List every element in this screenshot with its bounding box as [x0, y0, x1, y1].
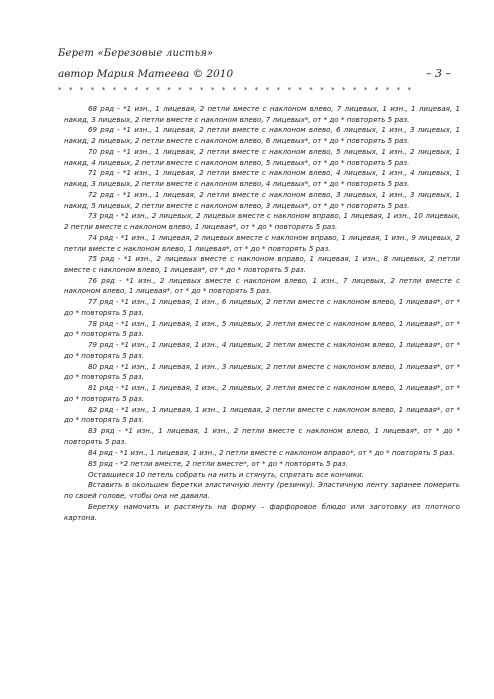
instruction-row: 84 ряд - *1 изн., 1 лицевая, 1 изн., 2 петли вместе с наклоном вправо*, от * до * повторять 5 раз. [88, 447, 455, 457]
instruction-row: 68 ряд - *1 изн., 1 лицевая, 2 петли вместе с наклоном влево, 7 лицевых, 1 изн., 1 лицевая, 1 накид, 3 лицевых, 2 петли вместе с наклоном влево, 7 лицевых*, от * до * повторять 5 раз. [64, 104, 460, 124]
instruction-note: Вставить в окольшек беретки эластичную ленту (резинку). Эластичную ленту заранее померить по своей голове, чтобы она не давила. [64, 480, 460, 501]
instruction-row: 80 ряд - *1 изн., 1 лицевая, 1 изн., 3 лицевых, 2 петли вместе с наклоном влево, 1 лицевая*, от * до * повторять 5 раз. [64, 361, 460, 382]
pattern-instructions [64, 104, 460, 523]
instruction-row: 81 ряд - *1 изн., 1 лицевая, 1 изн., 2 лицевых, 2 петли вместе с наклоном влево, 1 лицевая*, от * до * повторять 5 раз. [64, 383, 460, 403]
instruction-row: 69 ряд - *1 изн., 1 лицевая, 2 петли вместе с наклоном влево, 6 лицевых, 1 изн., 3 лицевых, 1 накид, 2 лицевых, 2 петли вместе с наклоном влево, 6 лицевых*, от * до * повторять 5 раз. [64, 125, 460, 146]
instruction-row: 74 ряд - *1 изн., 1 лицевая, 2 лицевых вместе с наклоном вправо, 1 лицевая, 1 изн., 9 лицевых, 2 петли вместе с наклоном влево, 1 лицевая*, от * до * повторять 5 раз. [64, 232, 460, 253]
instruction-row: 70 ряд - *1 изн., 1 лицевая, 2 петли вместе с наклоном влево, 5 лицевых, 1 изн., 2 лицевых, 1 накид, 4 лицевых, 2 петли вместе с наклоном влево, 5 лицевых*, от * до * повторять 5 раз. [64, 146, 460, 167]
instruction-note: Оставшиеся 10 петель собрать на нить и стянуть, спрятать все кончики. [88, 469, 364, 479]
instruction-row: 82 ряд - *1 изн., 1 лицевая, 1 изн., 1 лицевая, 2 петли вместе с наклоном влево, 1 лицевая*, от * до * повторять 5 раз. [64, 404, 460, 425]
instruction-row: 75 ряд - *1 изн., 2 лицевых вместе с наклоном вправо, 1 лицевая, 1 изн., 8 лицевых, 2 петли вместе с наклоном влево, 1 лицевая*, от * до * повторять 5 раз. [64, 254, 460, 274]
page-number: – 3 – [426, 67, 451, 80]
instruction-row: 83 ряд - *1 изн., 1 лицевая, 1 изн., 2 петли вместе с наклоном влево, 1 лицевая*, от * до * повторять 5 раз. [64, 426, 460, 446]
star-divider: * * * * * * * * * * * * * * * * * * * * * * * * * * * * * * * * * [58, 86, 414, 94]
document-title: Берет «Березовые листья» [58, 48, 214, 59]
instruction-row: 72 ряд - *1 изн., 1 лицевая, 2 петли вместе с наклоном влево, 3 лицевых, 1 изн., 3 лицевых, 1 накид, 5 лицевых, 2 петли вместе с наклоном влево, 3 лицевых*, от * до * повторять 5 раз. [64, 189, 460, 210]
instruction-row: 77 ряд - *1 изн., 1 лицевая, 1 изн., 6 лицевых, 2 петли вместе с наклоном влево, 1 лицевая*, от * до * повторять 5 раз. [64, 297, 460, 317]
instruction-note: Беретку намочить и растянуть на форму – фарфоровое блюдо или заготовку из плотного картона. [64, 501, 460, 522]
instruction-row: 79 ряд - *1 изн., 1 лицевая, 1 изн., 4 лицевых, 2 петли вместе с наклоном влево, 1 лицевая*, от * до * повторять 5 раз. [64, 340, 460, 360]
author-line: автор Мария Матеева © 2010 [58, 68, 234, 80]
instruction-row: 76 ряд - *1 изн., 2 лицевых вместе с наклоном влево, 1 изн., 7 лицевых, 2 петли вместе с наклоном влево, 1 лицевая*, от * до * повторять 5 раз. [64, 275, 460, 296]
instruction-row: 73 ряд - *1 изн., 2 лицевых, 2 лицевых вместе с наклоном вправо, 1 лицевая, 1 изн., 10 лицевых, 2 петли вместе с наклоном влево, 1 лицевая*, от * до * повторять 5 раз. [64, 211, 460, 232]
instruction-row: 78 ряд - *1 изн., 1 лицевая, 1 изн., 5 лицевых, 2 петли вместе с наклоном влево, 1 лицевая*, от * до * повторять 5 раз. [64, 318, 460, 339]
instruction-row: 85 ряд - *2 петли вместе, 2 петли вместе*, от * до * повторять 5 раз. [88, 458, 348, 468]
instruction-row: 71 ряд - *1 изн., 1 лицевая, 2 петли вместе с наклоном влево, 4 лицевых, 1 изн., 4 лицевых, 1 накид, 3 лицевых, 2 петли вместе с наклоном влево, 4 лицевых*, от * до * повторять 5 раз. [64, 168, 460, 189]
